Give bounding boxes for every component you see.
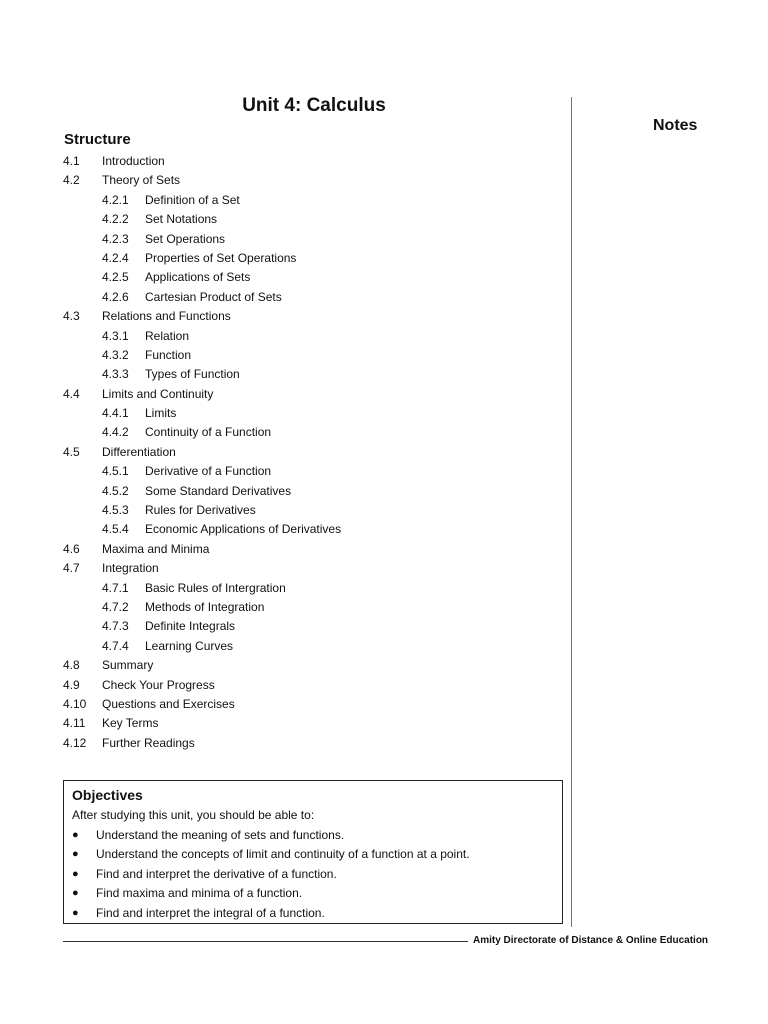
toc-number: 4.4.2 (102, 425, 129, 440)
toc-title: Check Your Progress (102, 677, 215, 692)
toc-subsection (63, 268, 563, 287)
toc-subsection (63, 423, 563, 442)
objective-text: Find maxima and minima of a function. (96, 886, 303, 900)
toc-title: Types of Function (145, 367, 240, 382)
toc-title: Relations and Functions (102, 309, 231, 324)
toc-title: Integration (102, 561, 159, 576)
toc-title: Further Readings (102, 735, 195, 750)
notes-label: Notes (653, 117, 698, 134)
toc-title: Basic Rules of Intergration (145, 580, 286, 595)
toc-number: 4.8 (63, 658, 80, 673)
toc-number: 4.7.1 (102, 580, 129, 595)
toc-number: 4.5.3 (102, 503, 129, 518)
toc-number: 4.7 (63, 561, 80, 576)
toc-subsection (63, 404, 563, 423)
toc-title: Questions and Exercises (102, 696, 235, 711)
toc-title: Limits (145, 406, 177, 421)
objective-text: Understand the concepts of limit and continuity of a function at a point. (96, 847, 470, 861)
toc-subsection (63, 462, 563, 481)
toc-title: Key Terms (102, 716, 159, 731)
toc-section (63, 695, 563, 714)
objectives-intro: After studying this unit, you should be able to: (72, 808, 315, 822)
toc-title: Introduction (102, 154, 165, 168)
footer-text: Amity Directorate of Distance & Online Education (473, 935, 709, 946)
toc-subsection (63, 288, 563, 307)
toc-title: Function (145, 347, 192, 362)
toc-subsection (63, 482, 563, 501)
toc-number: 4.12 (63, 735, 87, 750)
toc-title: Properties of Set Operations (145, 250, 297, 265)
list-item (72, 845, 554, 865)
toc-title: Differentiation (102, 444, 176, 459)
objective-text: Understand the meaning of sets and functions. (96, 827, 345, 842)
bullet-icon: ● (72, 867, 79, 880)
toc-section (63, 152, 563, 171)
toc-section (63, 540, 563, 559)
toc-title: Continuity of a Function (145, 425, 272, 440)
bullet-icon: ● (72, 906, 79, 919)
toc-number: 4.2.4 (102, 250, 129, 265)
toc-number: 4.7.4 (102, 638, 129, 653)
list-item (72, 884, 554, 904)
toc-number: 4.5 (63, 444, 80, 459)
toc-number: 4.3.3 (102, 367, 129, 382)
toc-section (63, 559, 563, 578)
objective-text: Find and interpret the derivative of a function. (96, 866, 337, 881)
toc-title: Set Notations (145, 212, 218, 227)
toc-number: 4.5.2 (102, 483, 129, 498)
structure-heading: Structure (64, 131, 131, 148)
toc-subsection (63, 346, 563, 365)
toc-number: 4.11 (63, 716, 86, 731)
toc-subsection (63, 230, 563, 249)
objective-text: Find and interpret the integral of a function. (96, 905, 325, 920)
toc-number: 4.7.2 (102, 599, 129, 614)
toc-number: 4.7.3 (102, 619, 129, 634)
toc-subsection (63, 637, 563, 656)
toc-title: Set Operations (145, 231, 226, 246)
toc-subsection (63, 327, 563, 346)
toc-number: 4.4.1 (102, 406, 129, 421)
toc-title: Definition of a Set (145, 192, 240, 207)
toc-section (63, 734, 563, 753)
toc-number: 4.2 (63, 173, 80, 188)
toc-title: Limits and Continuity (102, 386, 214, 401)
toc-number: 4.2.2 (102, 212, 129, 227)
toc-number: 4.3 (63, 309, 80, 324)
toc-title: Applications of Sets (145, 270, 251, 285)
toc-title: Summary (102, 658, 154, 673)
toc-title: Derivative of a Function (145, 464, 272, 479)
toc-title: Methods of Integration (145, 599, 265, 614)
toc-subsection (63, 249, 563, 268)
toc-title: Some Standard Derivatives (145, 483, 292, 498)
list-item (72, 865, 554, 885)
list-item (72, 904, 554, 924)
toc-number: 4.10 (63, 696, 87, 711)
toc-title: Maxima and Minima (102, 541, 210, 556)
toc-subsection (63, 520, 563, 539)
toc-section (63, 714, 563, 733)
objectives-heading: Objectives (72, 787, 143, 803)
toc-number: 4.9 (63, 677, 80, 692)
toc-section (63, 676, 563, 695)
toc-subsection (63, 210, 563, 229)
toc-subsection (63, 617, 563, 636)
bullet-icon: ● (72, 828, 79, 841)
toc-title: Relation (145, 328, 190, 343)
table-of-contents (63, 152, 563, 753)
objectives-box (63, 780, 563, 924)
toc-section (63, 385, 563, 404)
toc-subsection (63, 598, 563, 617)
toc-subsection (63, 365, 563, 384)
toc-number: 4.2.1 (102, 192, 129, 207)
toc-number: 4.4 (63, 386, 80, 401)
toc-section (63, 443, 563, 462)
toc-title: Definite Integrals (145, 619, 236, 634)
bullet-icon: ● (72, 887, 79, 899)
toc-section (63, 171, 563, 190)
toc-title: Cartesian Product of Sets (145, 289, 282, 304)
bullet-icon: ● (72, 848, 79, 860)
toc-section (63, 307, 563, 326)
toc-title: Rules for Derivatives (145, 503, 256, 518)
toc-number: 4.2.5 (102, 270, 129, 285)
toc-title: Economic Applications of Derivatives (145, 522, 342, 537)
toc-number: 4.2.6 (102, 289, 129, 304)
toc-section (63, 656, 563, 675)
toc-number: 4.3.1 (102, 328, 129, 343)
toc-number: 4.1 (63, 154, 80, 168)
toc-number: 4.5.1 (102, 464, 129, 479)
toc-title: Theory of Sets (102, 173, 181, 188)
toc-number: 4.2.3 (102, 231, 129, 246)
margin-divider (571, 97, 572, 927)
toc-number: 4.3.2 (102, 347, 129, 362)
toc-subsection (63, 501, 563, 520)
toc-number: 4.5.4 (102, 522, 129, 537)
toc-subsection (63, 191, 563, 210)
page-title: Unit 4: Calculus (242, 95, 386, 116)
toc-number: 4.6 (63, 541, 80, 556)
toc-subsection (63, 579, 563, 598)
toc-title: Learning Curves (145, 638, 234, 653)
objectives-list (72, 826, 554, 924)
list-item (72, 826, 554, 846)
footer-divider (63, 941, 468, 942)
